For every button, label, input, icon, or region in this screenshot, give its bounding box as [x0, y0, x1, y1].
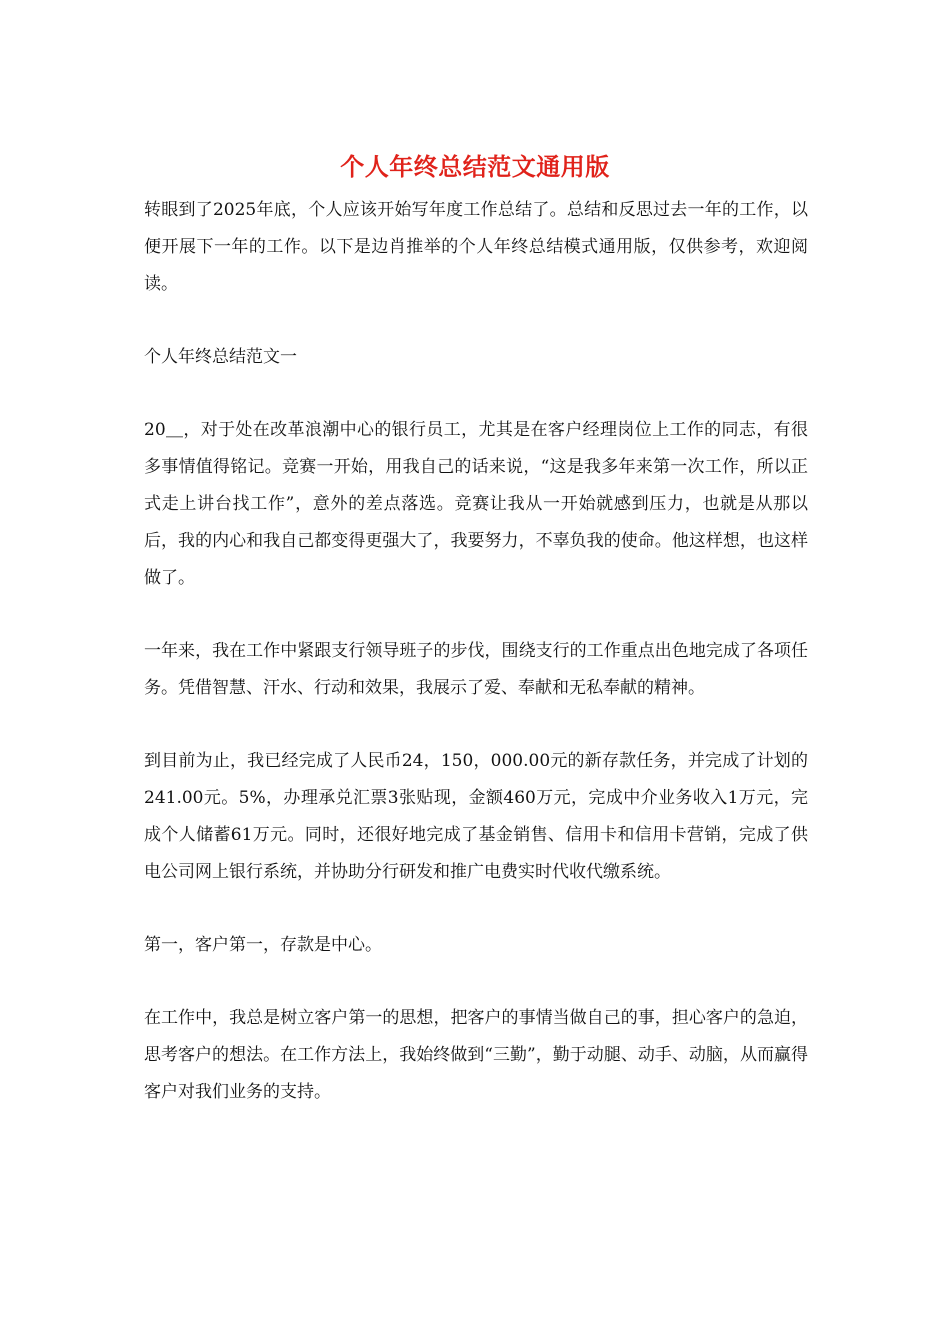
body-paragraph: 在工作中，我总是树立客户第一的思想，把客户的事情当做自己的事，担心客户的急迫，思考客户的想法。在工作方法上，我始终做到“三勤”，勤于动腿、动手、动脑，从而赢得客户对我们业务的支持。	[144, 1008, 808, 1102]
body-paragraph: 一年来，我在工作中紧跟支行领导班子的步伐，围绕支行的工作重点出色地完成了各项任务。凭借智慧、汗水、行动和效果，我展示了爱、奉献和无私奉献的精神。	[144, 641, 808, 698]
body-paragraph: 20＿，对于处在改革浪潮中心的银行员工，尤其是在客户经理岗位上工作的同志，有很多事情值得铭记。竞赛一开始，用我自己的话来说，“这是我多年来第一次工作，所以正式走上讲台找工作”，意外的差点落选。竞赛让我从一开始就感到压力，也就是从那以后，我的内心和我自己都变得更强大了，我要努力，不辜负我的使命。他这样想，也这样做了。	[144, 420, 808, 588]
document-body	[144, 192, 808, 1147]
section-heading: 个人年终总结范文一	[144, 347, 297, 367]
intro-paragraph: 转眼到了2025年底，个人应该开始写年度工作总结了。总结和反思过去一年的工作，以便开展下一年的工作。以下是边肖推举的个人年终总结模式通用版，仅供参考，欢迎阅读。	[144, 200, 808, 294]
body-paragraph: 到目前为止，我已经完成了人民币24，150，000.00元的新存款任务，并完成了计划的241.00元。5%，办理承兑汇票3张贴现，金额460万元，完成中介业务收入1万元，完成个人储蓄61万元。同时，还很好地完成了基金销售、信用卡和信用卡营销，完成了供电公司网上银行系统，并协助分行研发和推广电费实时代收代缴系统。	[144, 751, 808, 882]
document-title: 个人年终总结范文通用版	[340, 152, 610, 181]
subsection-heading: 第一，客户第一，存款是中心。	[144, 935, 382, 955]
